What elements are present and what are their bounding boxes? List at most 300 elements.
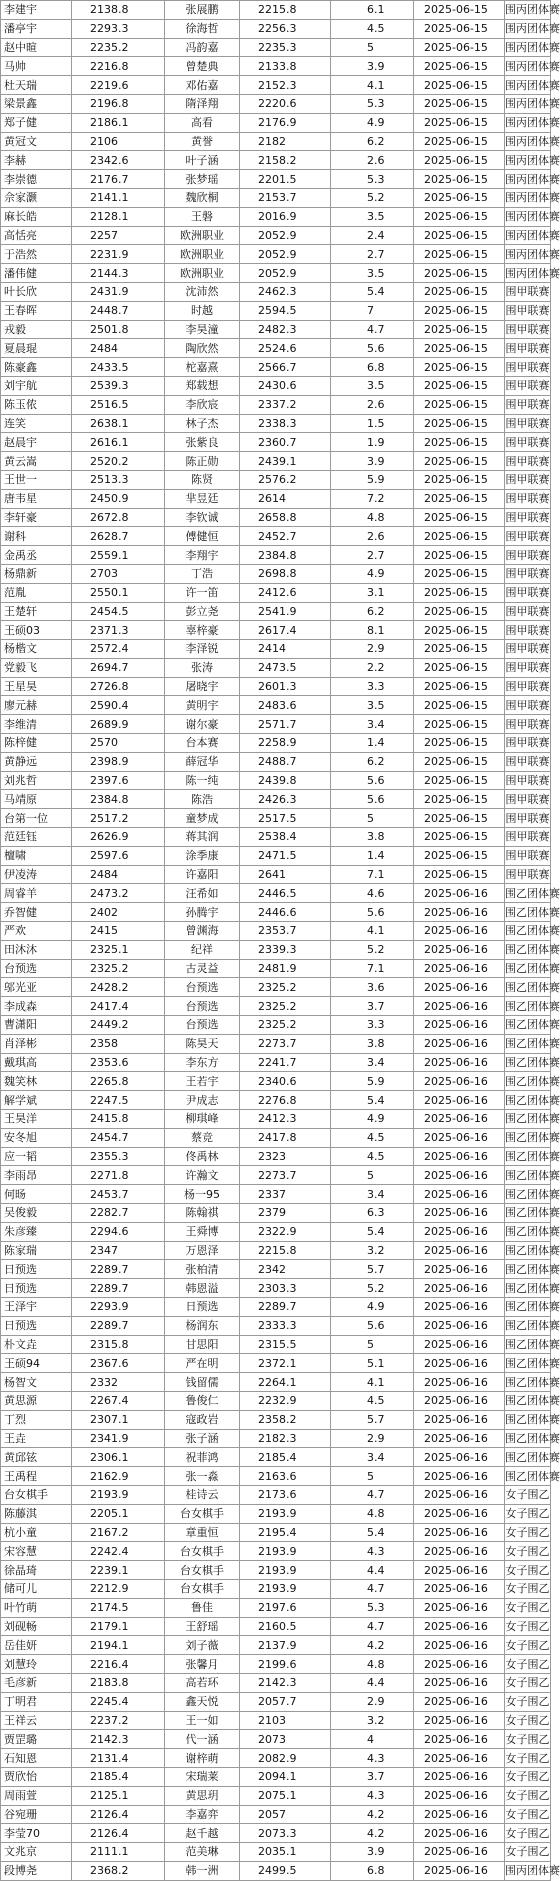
player-white-cell: 陈浩: [165, 790, 240, 809]
event-name-cell: 围丙团体赛: [505, 132, 551, 151]
player-black-cell: 李雨昂: [1, 1166, 72, 1185]
komi-value-cell: 5.6: [331, 903, 414, 922]
player-white-cell: 柁嘉熹: [165, 358, 240, 377]
rating-black-cell: 2219.6: [72, 76, 165, 95]
rating-black-cell: 2484: [72, 339, 165, 358]
game-date-cell: 2025-06-16: [414, 1617, 505, 1636]
komi-value-cell: 3.7: [331, 1767, 414, 1786]
komi-value-cell: 2.9: [331, 640, 414, 659]
event-name-cell: 围丙团体赛: [505, 245, 551, 264]
game-date-cell: 2025-06-16: [414, 1805, 505, 1824]
komi-value-cell: 5.7: [331, 1260, 414, 1279]
table-row: [1, 245, 551, 264]
table-row: [1, 1598, 551, 1617]
rating-black-cell: 2539.3: [72, 376, 165, 395]
rating-black-cell: 2325.2: [72, 959, 165, 978]
event-name-cell: 围乙团体赛: [505, 1297, 551, 1316]
player-black-cell: 安冬旭: [1, 1128, 72, 1147]
event-name-cell: 围乙团体赛: [505, 1222, 551, 1241]
event-name-cell: 围甲联赛: [505, 696, 551, 715]
player-white-cell: 芈昱廷: [165, 489, 240, 508]
player-white-cell: 陈翰祺: [165, 1204, 240, 1223]
game-date-cell: 2025-06-15: [414, 207, 505, 226]
player-white-cell: 邓佑嘉: [165, 76, 240, 95]
table-row: [1, 1429, 551, 1448]
game-date-cell: 2025-06-15: [414, 508, 505, 527]
event-name-cell: 女子围乙: [505, 1786, 551, 1805]
komi-value-cell: 5.4: [331, 282, 414, 301]
rating-black-cell: 2289.7: [72, 1279, 165, 1298]
table-row: [1, 170, 551, 189]
player-white-cell: 谢尔豪: [165, 715, 240, 734]
komi-value-cell: 4.1: [331, 1373, 414, 1392]
komi-value-cell: 4.9: [331, 113, 414, 132]
game-date-cell: 2025-06-16: [414, 1429, 505, 1448]
game-date-cell: 2025-06-15: [414, 188, 505, 207]
event-name-cell: 围乙团体赛: [505, 884, 551, 903]
game-date-cell: 2025-06-15: [414, 151, 505, 170]
game-date-cell: 2025-06-16: [414, 1185, 505, 1204]
rating-white-cell: 2462.3: [240, 282, 331, 301]
rating-white-cell: 2057: [240, 1805, 331, 1824]
rating-black-cell: 2342.6: [72, 151, 165, 170]
player-black-cell: 刘兆哲: [1, 771, 72, 790]
player-black-cell: 解学斌: [1, 1091, 72, 1110]
table-row: [1, 433, 551, 452]
player-white-cell: 代一涵: [165, 1730, 240, 1749]
player-black-cell: 邬光亚: [1, 978, 72, 997]
rating-white-cell: 2182.3: [240, 1429, 331, 1448]
player-white-cell: 张一淼: [165, 1467, 240, 1486]
player-black-cell: 王硕94: [1, 1354, 72, 1373]
rating-white-cell: 2160.5: [240, 1617, 331, 1636]
table-row: [1, 1767, 551, 1786]
rating-white-cell: 2052.9: [240, 245, 331, 264]
rating-white-cell: 2342: [240, 1260, 331, 1279]
player-white-cell: 李欣宸: [165, 395, 240, 414]
player-black-cell: 王昊洋: [1, 1110, 72, 1129]
table-row: [1, 1730, 551, 1749]
komi-value-cell: 6.1: [331, 1, 414, 20]
komi-value-cell: 3.5: [331, 376, 414, 395]
player-black-cell: 吴俊毅: [1, 1204, 72, 1223]
table-row: [1, 1110, 551, 1129]
game-date-cell: 2025-06-16: [414, 1467, 505, 1486]
table-row: [1, 884, 551, 903]
player-white-cell: 桂诗云: [165, 1485, 240, 1504]
player-black-cell: 廖元赫: [1, 696, 72, 715]
rating-white-cell: 2481.9: [240, 959, 331, 978]
player-black-cell: 马靖原: [1, 790, 72, 809]
table-row: [1, 1617, 551, 1636]
player-white-cell: 隋泽翔: [165, 94, 240, 113]
event-name-cell: 围乙团体赛: [505, 1204, 551, 1223]
game-date-cell: 2025-06-15: [414, 809, 505, 828]
rating-black-cell: 2293.3: [72, 19, 165, 38]
rating-black-cell: 2703: [72, 564, 165, 583]
player-white-cell: 陶欣然: [165, 339, 240, 358]
player-white-cell: 谢梓萌: [165, 1749, 240, 1768]
player-white-cell: 古灵益: [165, 959, 240, 978]
player-white-cell: 欧洲职业: [165, 264, 240, 283]
event-name-cell: 围乙团体赛: [505, 1391, 551, 1410]
table-row: [1, 376, 551, 395]
player-white-cell: 冯韵嘉: [165, 38, 240, 57]
player-black-cell: 石知恩: [1, 1749, 72, 1768]
game-date-cell: 2025-06-16: [414, 997, 505, 1016]
player-black-cell: 夏晨琨: [1, 339, 72, 358]
event-name-cell: 围丙团体赛: [505, 19, 551, 38]
player-black-cell: 黄冠文: [1, 132, 72, 151]
game-date-cell: 2025-06-15: [414, 715, 505, 734]
rating-white-cell: 2471.5: [240, 846, 331, 865]
komi-value-cell: 2.7: [331, 245, 414, 264]
event-name-cell: 围乙团体赛: [505, 903, 551, 922]
table-row: [1, 978, 551, 997]
player-white-cell: 陈贤: [165, 470, 240, 489]
game-date-cell: 2025-06-15: [414, 771, 505, 790]
rating-black-cell: 2138.8: [72, 1, 165, 20]
player-black-cell: 魏笑林: [1, 1072, 72, 1091]
rating-white-cell: 2073.3: [240, 1824, 331, 1843]
table-row: [1, 1523, 551, 1542]
komi-value-cell: 3.4: [331, 1448, 414, 1467]
player-black-cell: 宋容慧: [1, 1542, 72, 1561]
event-name-cell: 围甲联赛: [505, 790, 551, 809]
player-black-cell: 伊凌涛: [1, 865, 72, 884]
table-row: [1, 1222, 551, 1241]
player-white-cell: 郑载想: [165, 376, 240, 395]
rating-black-cell: 2332: [72, 1373, 165, 1392]
event-name-cell: 围甲联赛: [505, 677, 551, 696]
player-white-cell: 严在明: [165, 1354, 240, 1373]
table-row: [1, 470, 551, 489]
player-black-cell: 郑子健: [1, 113, 72, 132]
player-white-cell: 宋瑞莱: [165, 1767, 240, 1786]
player-black-cell: 李成森: [1, 997, 72, 1016]
event-name-cell: 围丙团体赛: [505, 226, 551, 245]
event-name-cell: 女子围乙: [505, 1824, 551, 1843]
rating-white-cell: 2197.6: [240, 1598, 331, 1617]
player-black-cell: 严欢: [1, 922, 72, 941]
komi-value-cell: 4.8: [331, 1504, 414, 1523]
player-white-cell: 陈一纯: [165, 771, 240, 790]
event-name-cell: 女子围乙: [505, 1692, 551, 1711]
game-date-cell: 2025-06-16: [414, 1843, 505, 1862]
player-white-cell: 李翔宇: [165, 546, 240, 565]
rating-black-cell: 2245.4: [72, 1692, 165, 1711]
player-white-cell: 汪希如: [165, 884, 240, 903]
rating-white-cell: 2576.2: [240, 470, 331, 489]
player-white-cell: 台女棋手: [165, 1504, 240, 1523]
rating-black-cell: 2672.8: [72, 508, 165, 527]
player-black-cell: 王春晖: [1, 301, 72, 320]
komi-value-cell: 8.1: [331, 621, 414, 640]
player-black-cell: 王楚轩: [1, 602, 72, 621]
komi-value-cell: 4.3: [331, 1749, 414, 1768]
rating-white-cell: 2414: [240, 640, 331, 659]
table-row: [1, 339, 551, 358]
game-date-cell: 2025-06-15: [414, 358, 505, 377]
rating-black-cell: 2237.2: [72, 1711, 165, 1730]
rating-black-cell: 2484: [72, 865, 165, 884]
table-row: [1, 320, 551, 339]
table-row: [1, 734, 551, 753]
rating-black-cell: 2186.1: [72, 113, 165, 132]
player-white-cell: 台预选: [165, 997, 240, 1016]
komi-value-cell: 5.2: [331, 188, 414, 207]
komi-value-cell: 4.9: [331, 1297, 414, 1316]
game-date-cell: 2025-06-15: [414, 339, 505, 358]
player-white-cell: 章重恒: [165, 1523, 240, 1542]
event-name-cell: 围丙团体赛: [505, 1861, 551, 1880]
player-white-cell: 黄思玥: [165, 1786, 240, 1805]
rating-white-cell: 2016.9: [240, 207, 331, 226]
rating-white-cell: 2566.7: [240, 358, 331, 377]
player-white-cell: 蔡竞: [165, 1128, 240, 1147]
game-date-cell: 2025-06-15: [414, 527, 505, 546]
player-black-cell: 李莹70: [1, 1824, 72, 1843]
player-white-cell: 傅健恒: [165, 527, 240, 546]
komi-value-cell: 5.3: [331, 1598, 414, 1617]
player-white-cell: 台预选: [165, 978, 240, 997]
table-row: [1, 1091, 551, 1110]
komi-value-cell: 4.6: [331, 884, 414, 903]
game-date-cell: 2025-06-15: [414, 19, 505, 38]
komi-value-cell: 2.6: [331, 527, 414, 546]
rating-white-cell: 2185.4: [240, 1448, 331, 1467]
rating-black-cell: 2144.3: [72, 264, 165, 283]
rating-black-cell: 2242.4: [72, 1542, 165, 1561]
rating-black-cell: 2454.7: [72, 1128, 165, 1147]
player-white-cell: 屠晓宇: [165, 677, 240, 696]
komi-value-cell: 6.3: [331, 1204, 414, 1223]
game-date-cell: 2025-06-16: [414, 1354, 505, 1373]
rating-black-cell: 2353.6: [72, 1053, 165, 1072]
event-name-cell: 围丙团体赛: [505, 170, 551, 189]
player-black-cell: 范胤: [1, 583, 72, 602]
game-date-cell: 2025-06-16: [414, 1824, 505, 1843]
rating-white-cell: 2601.3: [240, 677, 331, 696]
komi-value-cell: 4.8: [331, 1655, 414, 1674]
player-black-cell: 赵晨宇: [1, 433, 72, 452]
player-black-cell: 贾欣怡: [1, 1767, 72, 1786]
rating-white-cell: 2082.9: [240, 1749, 331, 1768]
table-row: [1, 1485, 551, 1504]
event-name-cell: 围乙团体赛: [505, 1128, 551, 1147]
komi-value-cell: 6.2: [331, 132, 414, 151]
game-date-cell: 2025-06-15: [414, 734, 505, 753]
rating-white-cell: 2641: [240, 865, 331, 884]
event-name-cell: 围乙团体赛: [505, 1373, 551, 1392]
player-white-cell: 王舜博: [165, 1222, 240, 1241]
game-date-cell: 2025-06-16: [414, 1410, 505, 1429]
player-black-cell: 储可儿: [1, 1579, 72, 1598]
player-white-cell: 薛冠华: [165, 752, 240, 771]
komi-value-cell: 4.9: [331, 564, 414, 583]
event-name-cell: 围甲联赛: [505, 715, 551, 734]
player-black-cell: 麻长皓: [1, 207, 72, 226]
game-date-cell: 2025-06-15: [414, 301, 505, 320]
komi-value-cell: 2.9: [331, 1692, 414, 1711]
event-name-cell: 围甲联赛: [505, 527, 551, 546]
rating-white-cell: 2325.2: [240, 1016, 331, 1035]
event-name-cell: 围丙团体赛: [505, 94, 551, 113]
rating-black-cell: 2520.2: [72, 452, 165, 471]
rating-black-cell: 2183.8: [72, 1673, 165, 1692]
player-black-cell: 徐晶琦: [1, 1561, 72, 1580]
event-name-cell: 围甲联赛: [505, 339, 551, 358]
table-body: [1, 1, 560, 1881]
table-row: [1, 414, 551, 433]
event-name-cell: 围甲联赛: [505, 358, 551, 377]
player-white-cell: 叶子涵: [165, 151, 240, 170]
player-black-cell: 刘慧玲: [1, 1655, 72, 1674]
rating-white-cell: 2439.1: [240, 452, 331, 471]
rating-black-cell: 2294.6: [72, 1222, 165, 1241]
komi-value-cell: 3.2: [331, 1241, 414, 1260]
table-row: [1, 1636, 551, 1655]
komi-value-cell: 3.8: [331, 828, 414, 847]
player-black-cell: 马帅: [1, 57, 72, 76]
rating-black-cell: 2626.9: [72, 828, 165, 847]
event-name-cell: 女子围乙: [505, 1805, 551, 1824]
komi-value-cell: 3.5: [331, 696, 414, 715]
player-white-cell: 黄明宇: [165, 696, 240, 715]
player-white-cell: 丁浩: [165, 564, 240, 583]
komi-value-cell: 5.6: [331, 339, 414, 358]
game-date-cell: 2025-06-16: [414, 1034, 505, 1053]
game-date-cell: 2025-06-16: [414, 1241, 505, 1260]
player-white-cell: 张馨月: [165, 1655, 240, 1674]
rating-white-cell: 2322.9: [240, 1222, 331, 1241]
event-name-cell: 围丙团体赛: [505, 1, 551, 20]
player-black-cell: 戎毅: [1, 320, 72, 339]
event-name-cell: 女子围乙: [505, 1711, 551, 1730]
game-date-cell: 2025-06-16: [414, 884, 505, 903]
event-name-cell: 围乙团体赛: [505, 940, 551, 959]
event-name-cell: 围甲联赛: [505, 640, 551, 659]
game-date-cell: 2025-06-15: [414, 696, 505, 715]
event-name-cell: 围甲联赛: [505, 602, 551, 621]
game-date-cell: 2025-06-15: [414, 245, 505, 264]
player-black-cell: 陈玉侬: [1, 395, 72, 414]
player-black-cell: 台预选: [1, 959, 72, 978]
player-black-cell: 杨鼎新: [1, 564, 72, 583]
rating-black-cell: 2431.9: [72, 282, 165, 301]
table-row: [1, 301, 551, 320]
rating-white-cell: 2698.8: [240, 564, 331, 583]
player-white-cell: 祝菲鸿: [165, 1448, 240, 1467]
player-black-cell: 段博尧: [1, 1861, 72, 1880]
event-name-cell: 围甲联赛: [505, 752, 551, 771]
table-row: [1, 621, 551, 640]
event-name-cell: 女子围乙: [505, 1523, 551, 1542]
rating-black-cell: 2384.8: [72, 790, 165, 809]
player-black-cell: 杨智文: [1, 1373, 72, 1392]
game-date-cell: 2025-06-15: [414, 320, 505, 339]
rating-black-cell: 2126.4: [72, 1824, 165, 1843]
event-name-cell: 女子围乙: [505, 1617, 551, 1636]
rating-black-cell: 2398.9: [72, 752, 165, 771]
table-row: [1, 226, 551, 245]
player-white-cell: 钱留儒: [165, 1373, 240, 1392]
player-black-cell: 王泽宇: [1, 1297, 72, 1316]
game-date-cell: 2025-06-15: [414, 94, 505, 113]
rating-black-cell: 2415: [72, 922, 165, 941]
komi-value-cell: 5: [331, 809, 414, 828]
game-date-cell: 2025-06-15: [414, 564, 505, 583]
event-name-cell: 围甲联赛: [505, 320, 551, 339]
rating-white-cell: 2193.9: [240, 1561, 331, 1580]
event-name-cell: 女子围乙: [505, 1579, 551, 1598]
player-black-cell: 杨楷文: [1, 640, 72, 659]
table-row: [1, 1279, 551, 1298]
event-name-cell: 围甲联赛: [505, 865, 551, 884]
table-row: [1, 1316, 551, 1335]
komi-value-cell: 4.2: [331, 1636, 414, 1655]
player-black-cell: 应一韬: [1, 1147, 72, 1166]
rating-black-cell: 2167.2: [72, 1523, 165, 1542]
player-white-cell: 林子杰: [165, 414, 240, 433]
rating-white-cell: 2323: [240, 1147, 331, 1166]
game-date-cell: 2025-06-15: [414, 452, 505, 471]
rating-black-cell: 2597.6: [72, 846, 165, 865]
player-black-cell: 日预选: [1, 1260, 72, 1279]
event-name-cell: 围乙团体赛: [505, 1110, 551, 1129]
player-black-cell: 杜天瑞: [1, 76, 72, 95]
rating-black-cell: 2205.1: [72, 1504, 165, 1523]
player-white-cell: 欧洲职业: [165, 245, 240, 264]
player-black-cell: 潘亭宇: [1, 19, 72, 38]
game-date-cell: 2025-06-16: [414, 1166, 505, 1185]
rating-black-cell: 2694.7: [72, 658, 165, 677]
rating-white-cell: 2153.7: [240, 188, 331, 207]
rating-black-cell: 2111.1: [72, 1843, 165, 1862]
rating-white-cell: 2258.9: [240, 734, 331, 753]
komi-value-cell: 3.3: [331, 677, 414, 696]
rating-white-cell: 2446.5: [240, 884, 331, 903]
rating-black-cell: 2142.3: [72, 1730, 165, 1749]
komi-value-cell: 4.7: [331, 1579, 414, 1598]
game-date-cell: 2025-06-16: [414, 1485, 505, 1504]
table-row: [1, 1861, 551, 1880]
player-white-cell: 许嘉阳: [165, 865, 240, 884]
komi-value-cell: 3.2: [331, 1711, 414, 1730]
komi-value-cell: 4.5: [331, 19, 414, 38]
event-name-cell: 围乙团体赛: [505, 1410, 551, 1429]
event-name-cell: 围甲联赛: [505, 433, 551, 452]
event-name-cell: 女子围乙: [505, 1598, 551, 1617]
komi-value-cell: 4.7: [331, 1617, 414, 1636]
event-name-cell: 围乙团体赛: [505, 922, 551, 941]
event-name-cell: 围乙团体赛: [505, 1091, 551, 1110]
player-white-cell: 李泽锐: [165, 640, 240, 659]
table-row: [1, 1260, 551, 1279]
rating-black-cell: 2257: [72, 226, 165, 245]
rating-white-cell: 2379: [240, 1204, 331, 1223]
game-date-cell: 2025-06-16: [414, 1523, 505, 1542]
rating-white-cell: 2094.1: [240, 1767, 331, 1786]
komi-value-cell: 7.1: [331, 959, 414, 978]
rating-black-cell: 2572.4: [72, 640, 165, 659]
rating-white-cell: 2499.5: [240, 1861, 331, 1880]
player-black-cell: 戴琪高: [1, 1053, 72, 1072]
table-row: [1, 1749, 551, 1768]
game-date-cell: 2025-06-16: [414, 1260, 505, 1279]
game-date-cell: 2025-06-16: [414, 1861, 505, 1880]
rating-black-cell: 2415.8: [72, 1110, 165, 1129]
